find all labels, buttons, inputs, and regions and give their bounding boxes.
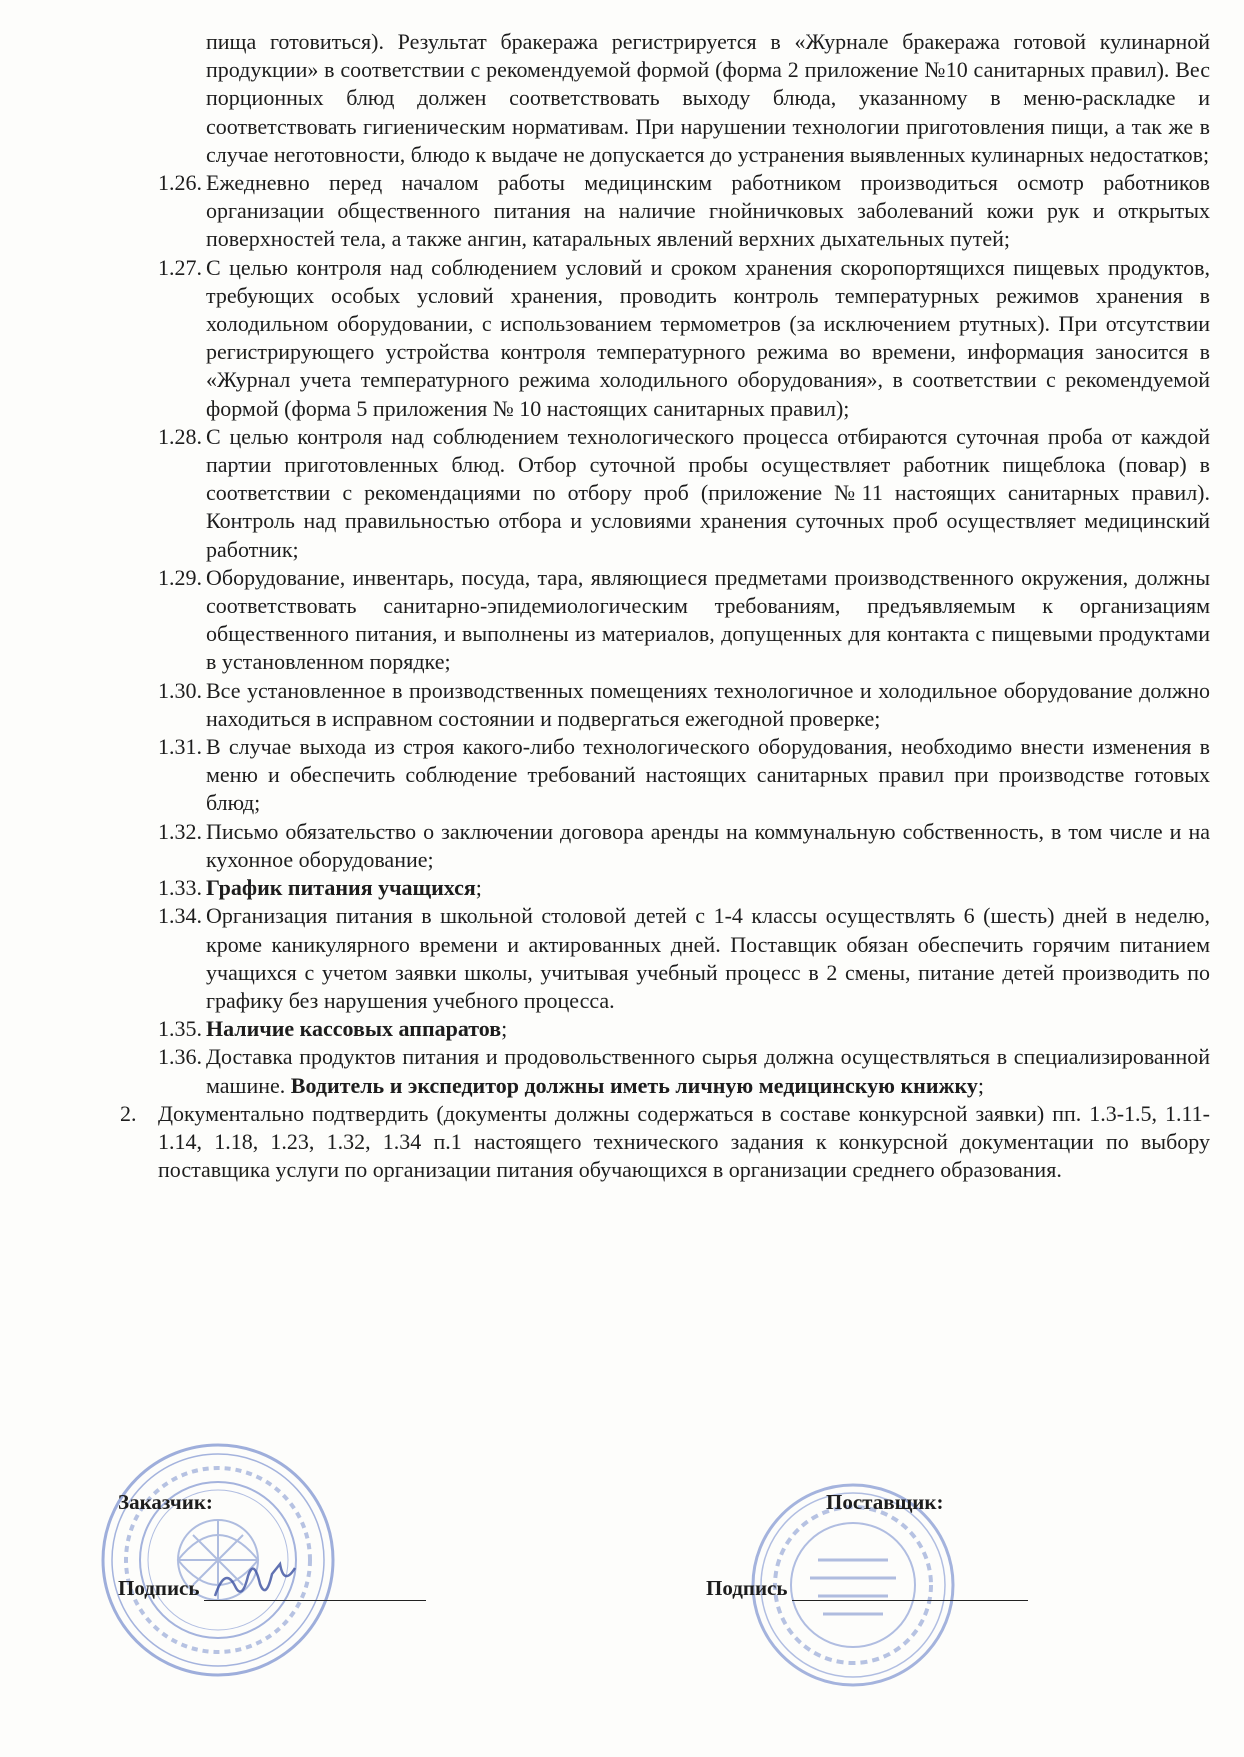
item-number: 1.35.	[158, 1016, 202, 1042]
customer-signature-icon	[210, 1556, 300, 1606]
item-number: 1.30.	[158, 677, 202, 703]
item-text: Оборудование, инвентарь, посуда, тара, являющиеся предметами производственного окружения, должны соответствовать санитарно-эпидемиологическим требованиям, предъявляемым к организациям общественного питания, и выполнены из материалов, допущенных для контакта с пищевыми продуктами в установленном порядке;	[206, 564, 1210, 675]
item-bold-text: График питания учащихся	[206, 875, 476, 901]
item-1-31	[158, 733, 1210, 818]
item-1-26	[158, 169, 1210, 254]
item-1-29	[158, 564, 1210, 677]
item-number: 2.	[120, 1100, 137, 1126]
item-1-33	[158, 874, 1210, 902]
item-punct: ;	[977, 1072, 984, 1098]
item-text: Письмо обязательство о заключении договора аренды на коммунальную собственность, в том числе и на кухонное оборудование;	[206, 818, 1210, 872]
item-1-36	[158, 1043, 1210, 1099]
item-plain-text: Доставка продуктов питания и продовольственного сырья должна осуществляться в специализированной машине.	[206, 1044, 1210, 1098]
item-number: 1.34.	[158, 903, 202, 929]
supplier-signature-line	[792, 1600, 1028, 1601]
item-2	[120, 1100, 1210, 1185]
item-bold-text: Водитель и экспедитор должны иметь личную медицинскую книжку	[290, 1072, 978, 1098]
customer-signature-line	[204, 1600, 426, 1601]
item-punct: ;	[501, 1016, 508, 1042]
item-number: 1.36.	[158, 1044, 202, 1070]
item-text	[206, 1015, 1210, 1043]
item-text	[206, 874, 1210, 902]
document-body	[120, 28, 1210, 1184]
item-text: В случае выхода из строя какого-либо технологического оборудования, необходимо внести изменения в меню и обеспечить соблюдение требований настоящих санитарных правил при производстве готовых блюд;	[206, 734, 1210, 816]
item-number: 1.32.	[158, 818, 202, 844]
item-text: Документально подтвердить (документы должны содержаться в составе конкурсной заявки) пп. 1.3-1.5, 1.11-1.14, 1.18, 1.23, 1.32, 1.34 п.1 настоящего технического задания к конкурсной документации по выбору поставщика услуги по организации питания обучающихся в организации среднего образования.	[158, 1100, 1210, 1183]
item-1-34	[158, 902, 1210, 1015]
item-1-35	[158, 1015, 1210, 1043]
item-number: 1.28.	[158, 423, 202, 449]
item-number: 1.27.	[158, 254, 202, 280]
item-number: 1.26.	[158, 170, 202, 196]
item-punct: ;	[475, 875, 482, 901]
customer-label: Заказчик:	[118, 1490, 213, 1514]
item-text: Ежедневно перед началом работы медицинским работником производиться осмотр работников организации общественного питания на наличие гнойничковых заболеваний кожи рук и открытых поверхностей тела, а также ангин, катаральных явлений верхних дыхательных путей;	[206, 170, 1210, 252]
supplier-label: Поставщик:	[826, 1490, 944, 1514]
supplier-sign-label: Подпись	[706, 1576, 788, 1600]
item-1-27	[158, 254, 1210, 423]
item-1-28	[158, 423, 1210, 564]
item-number: 1.29.	[158, 564, 202, 590]
item-number: 1.33.	[158, 875, 202, 901]
item-number: 1.31.	[158, 734, 202, 760]
item-text: С целью контроля над соблюдением технологического процесса отбираются суточная проба от каждой партии приготовленных блюд. Отбор суточной пробы осуществляет работник пищеблока (повар) в соответствии с рекомендациями по отбору проб (приложение №11 настоящих санитарных правил). Контроль над правильностью отбора и условиями хранения суточных проб осуществляет медицинский работник;	[206, 423, 1210, 562]
item-text: Организация питания в школьной столовой детей с 1-4 классы осуществлять 6 (шесть) дней в неделю, кроме каникулярного времени и актированных дней. Поставщик обязан обеспечить горячим питанием учащихся с учетом заявки школы, учитывая учебный процесс в 2 смены, питание детей производить по графику без нарушения учебного процесса.	[206, 903, 1210, 1013]
intro-paragraph: пища готовиться). Результат бракеража регистрируется в «Журнале бракеража готовой кулинарной продукции» в соответствии с рекомендуемой формой (форма 2 приложение №10 санитарных правил). Вес порционных блюд должен соответствовать выходу блюда, указанному в меню-раскладке и соответствовать гигиеническим нормативам. При нарушении технологии приготовления пищи, а так же в случае неготовности, блюдо к выдаче не допускается до устранения выявленных кулинарных недостатков;	[206, 29, 1210, 167]
item-text: Все установленное в производственных помещениях технологичное и холодильное оборудование должно находиться в исправном состоянии и подвергаться ежегодной проверке;	[206, 677, 1210, 731]
item-1-30	[158, 677, 1210, 733]
item-text	[206, 1043, 1210, 1099]
item-text: С целью контроля над соблюдением условий и сроком хранения скоропортящихся пищевых продуктов, требующих особых условий хранения, проводить контроль температурных режимов хранения в холодильном оборудовании, с использованием термометров (за исключением ртутных). При отсутствии регистрирующего устройства контроля температурного режима во времени, информация заносится в «Журнал учета температурного режима холодильного оборудования», в соответствии с рекомендуемой формой (форма 5 приложения № 10 настоящих санитарных правил);	[206, 254, 1210, 421]
item-bold-text: Наличие кассовых аппаратов	[206, 1016, 502, 1042]
item-1-32	[158, 818, 1210, 874]
customer-sign-label: Подпись	[118, 1576, 200, 1600]
